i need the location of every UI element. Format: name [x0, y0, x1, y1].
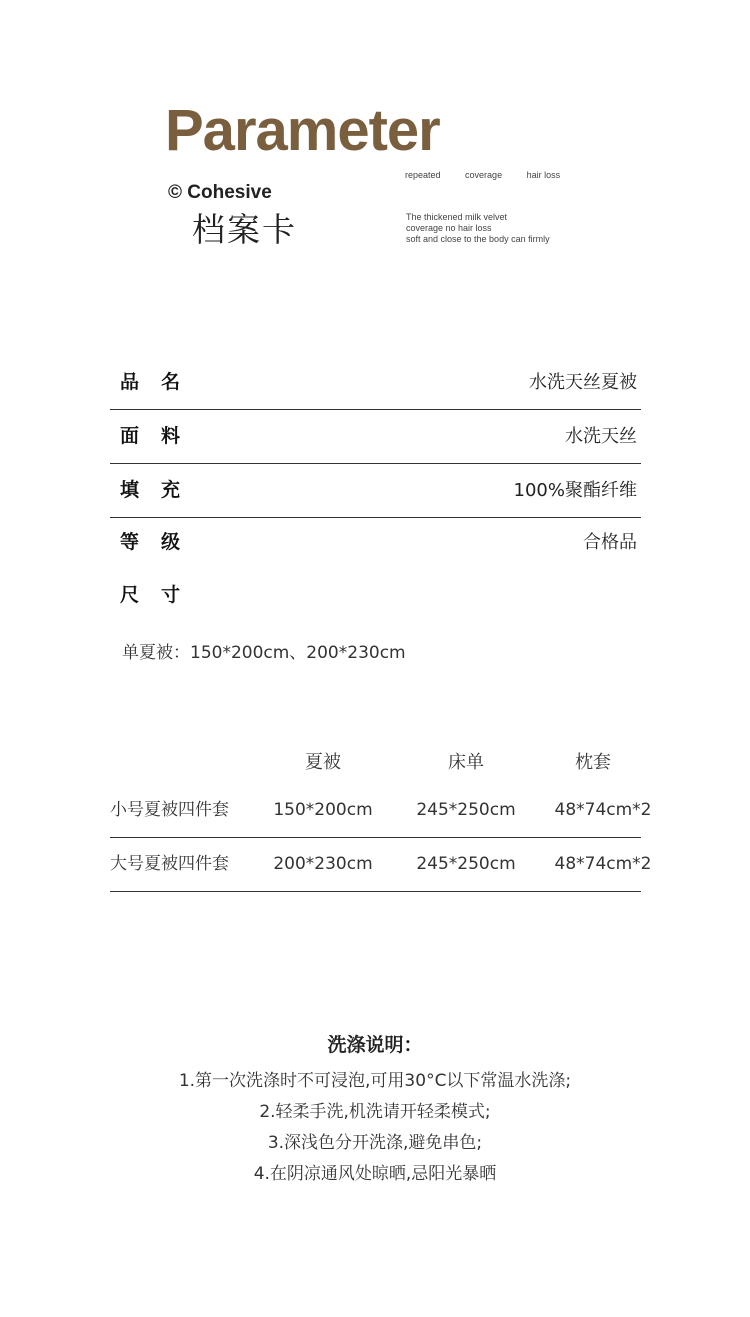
spec-value: 水洗天丝: [565, 426, 637, 447]
tag-coverage: coverage: [465, 170, 503, 180]
subtitle-cn: 档案卡: [192, 210, 297, 249]
spec-label: 尺寸: [120, 584, 203, 606]
spec-row-size: [110, 569, 641, 622]
table-header-pillowcase: 枕套: [575, 752, 611, 773]
spec-label: 等级: [120, 531, 203, 553]
table-cell-set: 小号夏被四件套: [110, 800, 229, 820]
table-header-sheet: 床单: [448, 752, 484, 773]
table-cell: 48*74cm*2: [554, 800, 652, 820]
table-cell: 150*200cm: [273, 800, 373, 820]
wash-line: 1.第一次洗涤时不可浸泡,可用30°C以下常温水洗涤;: [178, 1071, 572, 1091]
page-title: Parameter: [165, 98, 440, 163]
table-cell: 48*74cm*2: [554, 854, 652, 874]
wash-line: 3.深浅色分开洗涤,避免串色;: [267, 1133, 483, 1153]
description-line: soft and close to the body can firmly: [406, 234, 550, 244]
spec-row-filling: [110, 464, 641, 518]
table-cell: 245*250cm: [416, 854, 516, 874]
table-cell-set: 大号夏被四件套: [110, 854, 229, 874]
brand-name: © Cohesive: [168, 182, 272, 203]
tag-line: [405, 170, 582, 180]
spec-row-fabric: [110, 410, 641, 464]
table-row: [110, 784, 652, 838]
spec-label: 填充: [120, 479, 203, 501]
spec-value: 100%聚酯纤维: [513, 480, 637, 501]
wash-title: 洗涤说明：: [327, 1034, 423, 1056]
spec-value: 水洗天丝夏被: [529, 372, 637, 393]
table-header-quilt: 夏被: [305, 752, 341, 773]
table-cell: 245*250cm: [416, 800, 516, 820]
wash-line: 4.在阴凉通风处晾晒,忌阳光暴晒: [253, 1164, 497, 1184]
spec-row-name: [110, 356, 641, 410]
table-row: [110, 838, 652, 892]
spec-value: 合格品: [583, 532, 637, 553]
tag-hair-loss: hair loss: [526, 170, 561, 180]
spec-row-grade: [110, 516, 641, 569]
spec-label: 面料: [120, 425, 203, 447]
spec-label: 品名: [120, 371, 203, 393]
table-cell: 200*230cm: [273, 854, 373, 874]
description-line: The thickened milk velvet: [406, 212, 508, 222]
description-line: coverage no hair loss: [406, 223, 492, 233]
description: [406, 212, 550, 245]
single-size-note: 单夏被：150*200cm、200*230cm: [122, 643, 406, 663]
wash-line: 2.轻柔手洗,机洗请开轻柔模式;: [259, 1102, 491, 1122]
tag-repeated: repeated: [405, 170, 441, 180]
